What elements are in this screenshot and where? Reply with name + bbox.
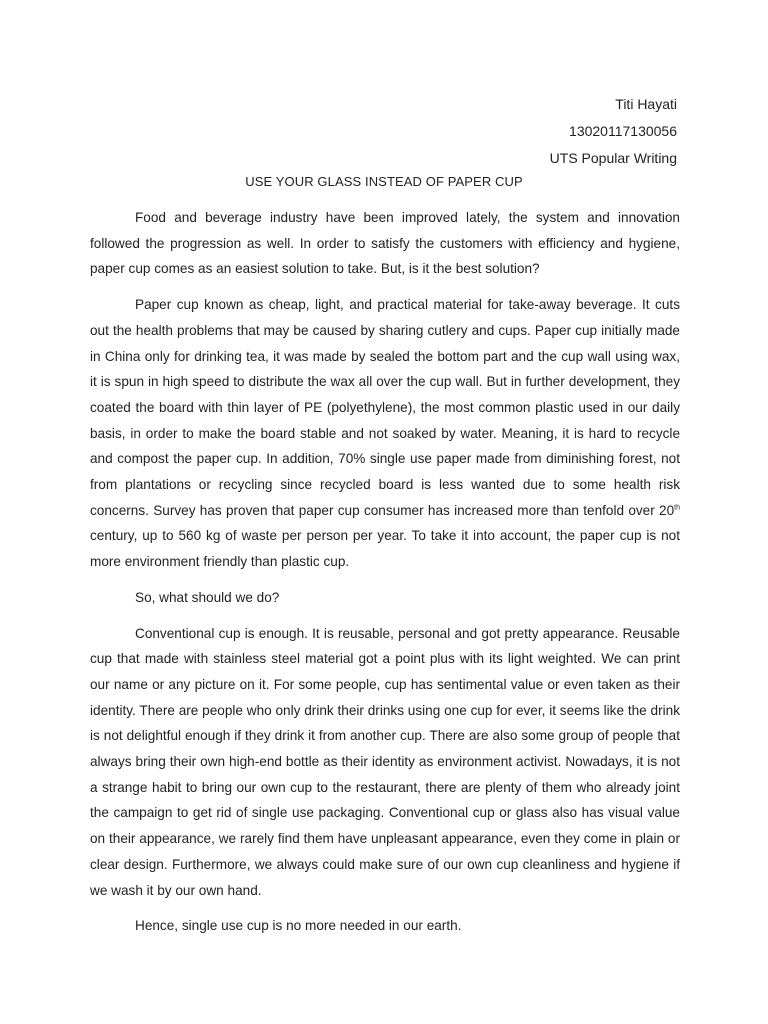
paragraph-paper-cup [90, 292, 680, 575]
paragraph-conclusion: Hence, single use cup is no more needed in our earth. [135, 918, 462, 934]
paragraph-paper-cup-text-end: century, up to 560 kg of waste per person per year. To take it into account, the paper cup is not more environment friendly than plastic cup. [90, 528, 680, 570]
paragraph-question: So, what should we do? [135, 589, 280, 605]
document-title: USE YOUR GLASS INSTEAD OF PAPER CUP [245, 174, 523, 189]
paragraph-paper-cup-text-start: Paper cup known as cheap, light, and practical material for take-away beverage. It cuts out the health problems that may be caused by sharing cutlery and cups. Paper cup initially made in China only for drinking tea, it was made by sealed the bottom part and the cup wall using wax, it is spun in high speed to distribute the wax all over the cup wall. But in further development, they coated the board with thin layer of PE (polyethylene), the most common plastic used in our daily basis, in order to make the board stable and not soaked by water. Meaning, it is hard to recycle and compost the paper cup. In addition, 70% single use paper made from diminishing forest, not from plantations or recycling since recycled board is less wanted due to some health risk concerns. Survey has proven that paper cup consumer has increased more than tenfold over 20 [90, 297, 680, 518]
course-name: UTS Popular Writing [549, 150, 677, 166]
paragraph-intro: Food and beverage industry have been improved lately, the system and innovation followed the progression as well. In order to satisfy the customers with efficiency and hygiene, paper cup comes as an easiest solution to take. But, is it the best solution? [90, 210, 680, 277]
superscript-th: th [674, 504, 680, 512]
author-name: Titi Hayati [615, 96, 677, 112]
paragraph-conventional-cup: Conventional cup is enough. It is reusable, personal and got pretty appearance. Reusable cup that made with stainless steel material got a point plus with its light weighted. We can print our name or any picture on it. For some people, cup has sentimental value or even taken as their identity. There are people who only drink their drinks using one cup for ever, it seems like the drink is not delightful enough if they drink it from another cup. There are also some group of people that always bring their own high-end bottle as their identity as environment activist. Nowadays, it is not a strange habit to bring our own cup to the restaurant, there are plenty of them who already joint the campaign to get rid of single use packaging. Conventional cup or glass also has visual value on their appearance, we rarely find them have unpleasant appearance, even they come in plain or clear design. Furthermore, we always could make sure of our own cup cleanliness and hygiene if we wash it by our own hand. [90, 625, 680, 898]
student-id: 13020117130056 [569, 123, 677, 139]
document-body [90, 205, 680, 949]
document-header [550, 91, 677, 172]
